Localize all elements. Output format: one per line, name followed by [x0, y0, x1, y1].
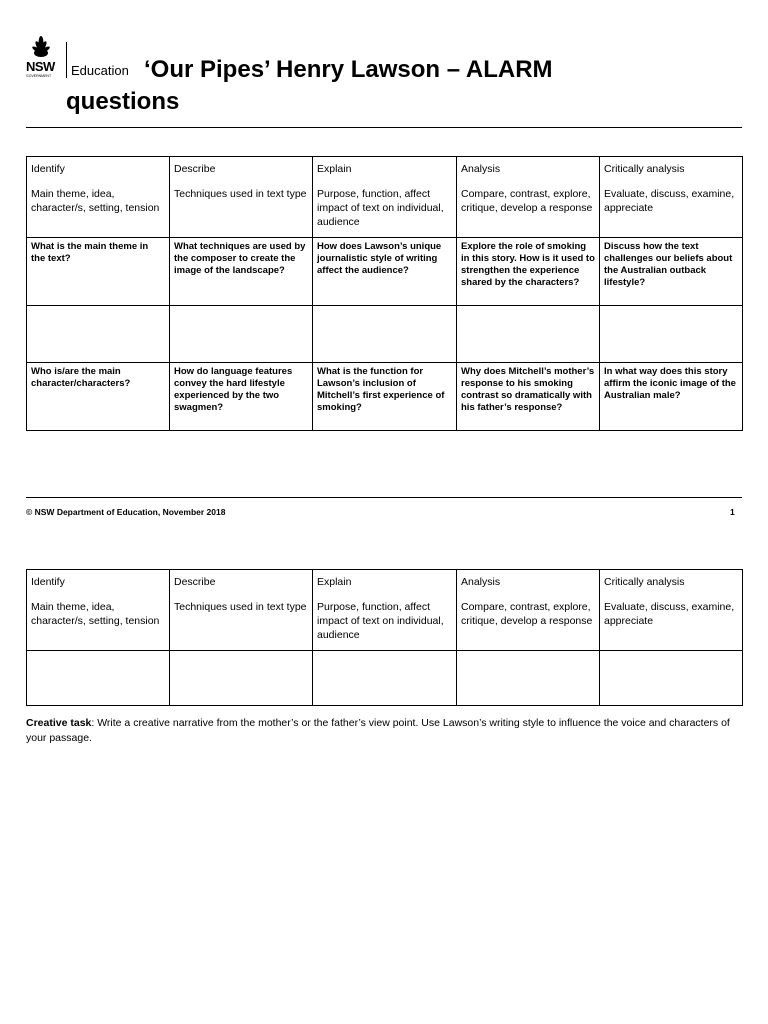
col-explain — [313, 570, 457, 651]
answer-cell[interactable] — [27, 651, 170, 706]
question-cell: What techniques are used by the composer to create the image of the landscape? — [170, 238, 313, 306]
logo-divider — [66, 42, 67, 78]
col-analysis — [457, 570, 600, 651]
logo-sub-text: GOVERNMENT — [26, 74, 52, 78]
answer-cell[interactable] — [27, 306, 170, 363]
question-cell: Explore the role of smoking in this story. How is it used to strengthen the experience shared by the characters? — [457, 238, 600, 306]
nsw-waratah-logo-icon — [26, 36, 66, 80]
question-cell: Discuss how the text challenges our beliefs about the Australian outback lifestyle? — [600, 238, 743, 306]
creative-task-label: Creative task — [26, 717, 92, 729]
col-head: Describe — [174, 576, 216, 588]
col-sub: Compare, contrast, explore, critique, develop a response — [461, 188, 593, 214]
table-header-row — [27, 570, 743, 651]
col-sub: Evaluate, discuss, examine, appreciate — [604, 188, 735, 214]
answer-cell[interactable] — [313, 306, 457, 363]
col-sub: Main theme, idea, character/s, setting, tension — [31, 188, 160, 214]
question-cell: How does Lawson’s unique journalistic style of writing affect the audience? — [313, 238, 457, 306]
col-critically-analysis — [600, 570, 743, 651]
answer-row — [27, 306, 743, 363]
footer-divider — [26, 497, 742, 498]
col-head: Critically analysis — [604, 576, 685, 588]
creative-task-text: : Write a creative narrative from the mother’s or the father’s view point. Use Lawson’s writing style to influence the voice and characters of your passage. — [26, 717, 730, 744]
question-cell: How do language features convey the hard lifestyle experienced by the two swagmen? — [170, 363, 313, 431]
alarm-table-2 — [26, 569, 743, 706]
answer-row — [27, 651, 743, 706]
page-title-line1: ‘Our Pipes’ Henry Lawson – ALARM — [144, 56, 553, 83]
col-describe — [170, 157, 313, 238]
dept-name: Education — [71, 63, 129, 78]
answer-cell[interactable] — [600, 651, 743, 706]
question-cell: Why does Mitchell’s mother’s response to his smoking contrast so dramatically with his father’s response? — [457, 363, 600, 431]
col-identify — [27, 570, 170, 651]
col-head: Analysis — [461, 163, 501, 175]
question-cell: Who is/are the main character/characters? — [27, 363, 170, 431]
col-head: Critically analysis — [604, 163, 685, 175]
col-sub: Purpose, function, affect impact of text on individual, audience — [317, 188, 444, 228]
col-analysis — [457, 157, 600, 238]
col-head: Describe — [174, 163, 216, 175]
col-explain — [313, 157, 457, 238]
answer-cell[interactable] — [600, 306, 743, 363]
col-head: Analysis — [461, 576, 501, 588]
answer-cell[interactable] — [170, 306, 313, 363]
logo-org-text: NSW — [26, 59, 55, 74]
col-sub: Evaluate, discuss, examine, appreciate — [604, 601, 735, 627]
col-sub: Techniques used in text type — [174, 188, 307, 200]
table-row — [27, 238, 743, 306]
col-sub: Compare, contrast, explore, critique, develop a response — [461, 601, 593, 627]
table-header-row — [27, 157, 743, 238]
col-sub: Main theme, idea, character/s, setting, tension — [31, 601, 160, 627]
footer-copyright: © NSW Department of Education, November 2018 — [26, 507, 226, 517]
col-sub: Purpose, function, affect impact of text on individual, audience — [317, 601, 444, 641]
question-cell: What is the function for Lawson’s inclusion of Mitchell’s first experience of smoking? — [313, 363, 457, 431]
header-divider — [26, 127, 742, 128]
page-header — [26, 36, 742, 128]
col-head: Explain — [317, 576, 352, 588]
answer-cell[interactable] — [170, 651, 313, 706]
question-cell: In what way does this story affirm the iconic image of the Australian male? — [600, 363, 743, 431]
col-head: Explain — [317, 163, 352, 175]
page-title-line2: questions — [66, 88, 180, 115]
answer-cell[interactable] — [313, 651, 457, 706]
col-head: Identify — [31, 163, 65, 175]
creative-task — [26, 716, 742, 746]
question-cell: What is the main theme in the text? — [27, 238, 170, 306]
answer-cell[interactable] — [457, 651, 600, 706]
col-sub: Techniques used in text type — [174, 601, 307, 613]
alarm-table-1 — [26, 156, 743, 431]
page-number: 1 — [730, 507, 735, 517]
col-identify — [27, 157, 170, 238]
col-head: Identify — [31, 576, 65, 588]
col-critically-analysis — [600, 157, 743, 238]
col-describe — [170, 570, 313, 651]
table-row — [27, 363, 743, 431]
answer-cell[interactable] — [457, 306, 600, 363]
